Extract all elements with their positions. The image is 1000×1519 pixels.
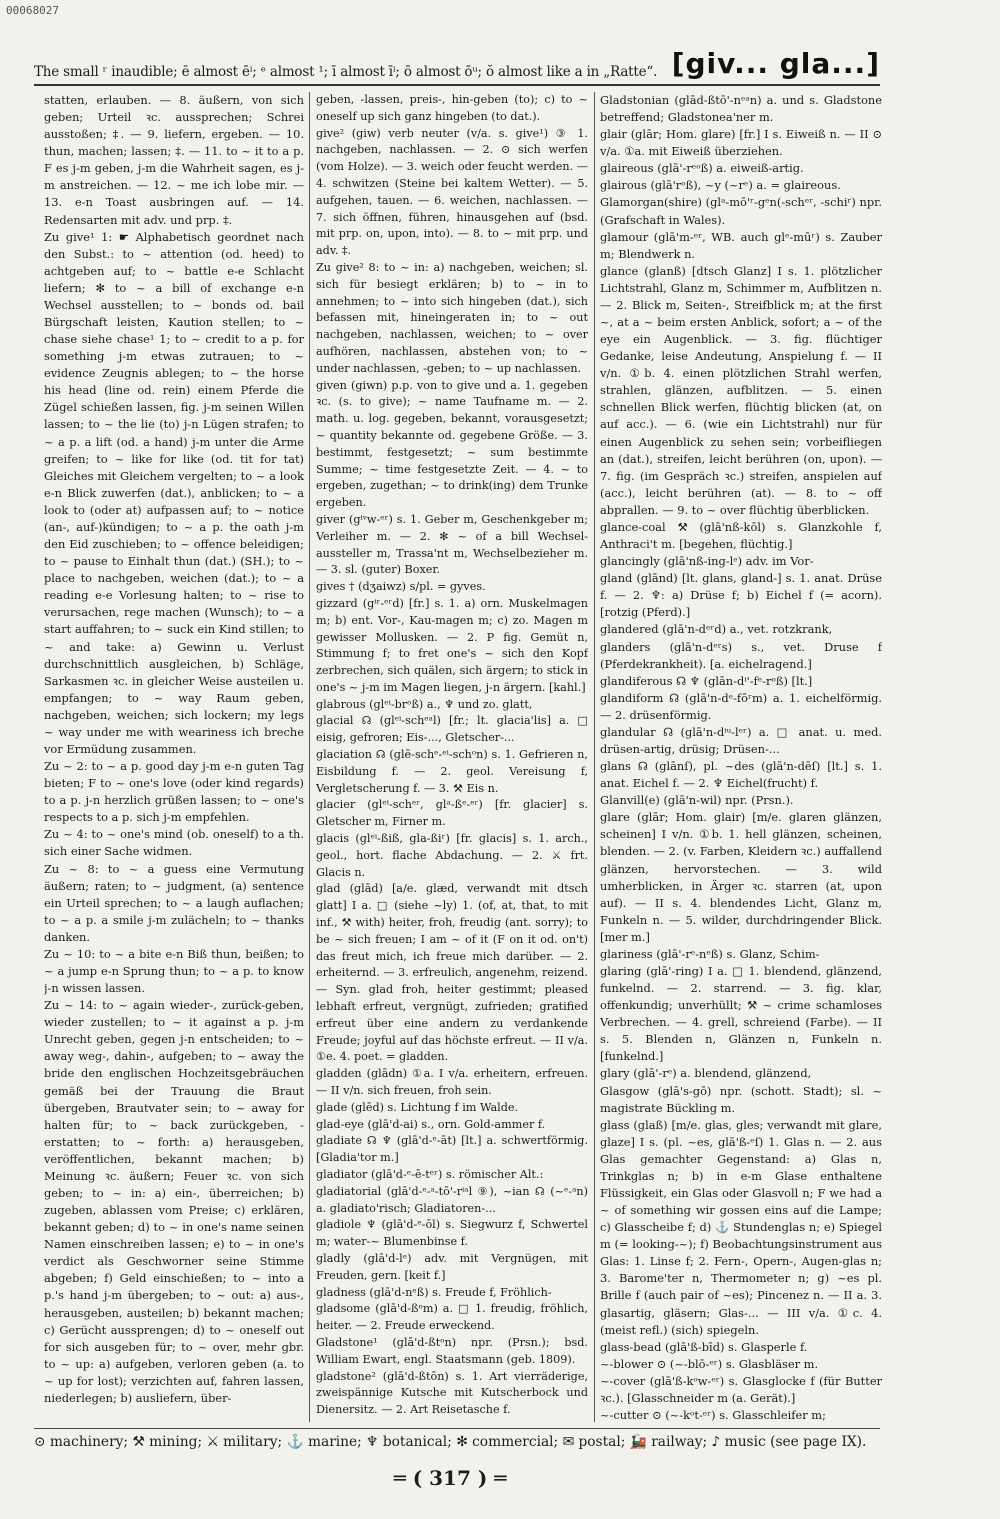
dictionary-entry: gladiole ♆ (glā'd-ᵉ-ōl) s. Siegwurz f, Schwertel m; water-~ Blumenbinse f. [316,1218,588,1249]
page-header [34,40,880,80]
dictionary-entry: Zu ~ 2: to ~ a p. good day j-m e-n guten Tag bieten; F to ~ one's love (oder kind regards) to a p. j-n herzlich grüßen lassen; to ~ one's respects to a p. sich j-m empfehlen. [44,759,304,825]
dictionary-entry: glariness (glā'-rᵉ-nᵉß) s. Glanz, Schim- [600,946,820,961]
dictionary-entry: glacial ☊ (glᵉⁱ-schᵉᵃl) [fr.; lt. glacia'lis] a. □ eisig, gefroren; Eis-..., Gletscher-... [316,714,588,745]
dictionary-entry: ~-cutter ⊙ (~-kᵒt-ᵉʳ) s. Glasschleifer m; [600,1408,826,1423]
pronunciation-key: The small ʳ inaudible; ē almost ēⁱ; ᵉ almost ¹; ī almost īⁱ; ō almost ōᵘ; ŏ almost like a in „Ratte“. [34,64,658,80]
dictionary-entry: glair (glār; Hom. glare) [fr.] I s. Eiweiß n. — II ⊙ v/a. ①a. mit Eiweiß überziehen. [600,127,882,159]
dictionary-entry: Gladstone¹ (glā'd-ßtᵒn) npr. (Prsn.); bsd. William Ewart, engl. Staatsmann (geb. 1809). [316,1335,588,1366]
dictionary-entry: glass (glaß) [m/e. glas, gles; verwandt mit glare, glaze] I s. (pl. ~es, glā'ß-ᵉſ) 1. Glas n. — 2. aus Glas gemachter Gegenstand: a) Glas n, Trinkglas n; b) in e-m Glase enthaltene Flüssigkeit, ein Glas oder Glasvoll n; F we had a ~ of something wir gossen eins auf die Lampe; c) Glasscheibe f; d) ⚓ Stundenglas n; e) Spiegel m (= looking-~); f) Beobachtungsinstrument aus Glas: 1. Linse f; 2. Fern-, Opern-, Augen-glas n; 3. Barome'ter n, Thermometer n; g) ~es pl. Brille f (auch pair of ~es); Pincenez n. — II a. 3. glasartig, gläsern; Glas-... — III v/a. ①c. 4. (meist refl.) (sich) spiegeln. [600,1117,882,1337]
dictionary-entry: glandular ☊ (glā'n-dⁱᵘ-lᵉʳ) a. □ anat. u. med. drüsen-artig, drüsig; Drüsen-... [600,724,882,756]
dictionary-entry: Zu ~ 10: to ~ a bite e-n Biß thun, beißen; to ~ a jump e-n Sprung thun; to ~ a p. to know j-n wissen lassen. [44,946,304,996]
guide-words: [giv... gla...] [671,47,880,80]
dictionary-entry: glanders (glā'n-dᵉʳs) s., vet. Druse f (Pferdekrankheit). [a. eichelragend.] [600,639,882,671]
dictionary-entry: gladness (glā'd-nᵉß) s. Freude f, Fröhlich- [316,1285,552,1299]
dictionary-entry: glacier (glᵉⁱ-schᵉʳ, glᵃ-ßᵉ-ᵉʳ) [fr. glacier] s. Gletscher m, Firner m. [316,798,588,829]
dictionary-entry: gladsome (glā'd-ßᵒm) a. □ 1. freudig, fröhlich, heiter. — 2. Freude erweckend. [316,1302,588,1333]
dictionary-entry: gladiatorial (glā'd-ᵉ-ᵃ-tō'-rⁱᵃl ⑨), ~ian ☊ (~ᵉ-ᵃn) a. gladiato'risch; Gladiatoren-... [316,1184,588,1215]
dictionary-entry: Zu give¹ 1: ☛ Alphabetisch geordnet nach den Subst.: to ~ attention (od. heed) to achtgeben auf; to ~ battle e-e Schlacht liefern; ✻ to ~ a bill of exchange e-n Wechsel ausstellen; to ~ bonds od. bail Bürgschaft leisten, Kaution stellen; to ~ chase siehe chase¹ 1; to ~ credit to a p. for something j-m etwas zutrauen; to ~ evidence Zeugnis ablegen; to ~ the horse his head (line od. rein) einem Pferde die Zügel schießen lassen, fig. j-m seinen Willen lassen; to ~ the lie (to) j-n Lügen strafen; to ~ a p. a lift (od. a hand) j-m unter die Arme greifen; to ~ like for like (od. tit for tat) Gleiches mit Gleichem vergelten; to ~ a look e-n Blick zuwerfen (dat.), anblicken; to ~ a look to (oder at) aufpassen auf; to ~ notice (an-, auf-)kündigen; to ~ a p. the oath j-m den Eid zuschieben; to ~ offence beleidigen; to ~ pause to Einhalt thun (dat.) (SH.); to ~ place to nachgeben, weichen (dat.); to ~ a reading e-e Vorlesung halten; to ~ rise to verursachen, rege machen (Wunsch); to ~ a start auffahren; to ~ suck ein Kind stillen; to ~ and take: a) Gewinn u. Verlust durchschnittlich ausgleichen, b) Schläge, Sarkasmen ꝛc. in gleicher Weise austeilen u. empfangen; to ~ way Raum geben, nachgeben, weichen; sich lockern; my legs ~ way under me with weariness ich breche vor Ermüdung zusammen. [44,229,304,756]
dictionary-entry: glare (glār; Hom. glair) [m/e. glaren glänzen, scheinen] I v/n. ①b. 1. hell glänzen, scheinen, blenden. — 2. (v. Farben, Kleidern ꝛc.) auffallend glänzen, hervorstechen. — 3. wild umherblicken, in Ärger ꝛc. starren (at, upon auf). — II s. 4. blendendes Licht, Glanz m, Funkeln n. — 5. wilder, durchdringender Blick. [mer m.] [600,810,882,944]
dictionary-entry: Glanvill(e) (glā'n-wil) npr. (Prsn.). [600,793,794,808]
dictionary-entry: gladden (glādn) ①a. I v/a. erheitern, erfreuen. — II v/n. sich freuen, froh sein. [316,1067,588,1098]
dictionary-entry: glaring (glā'-ring) I a. □ 1. blendend, glänzend, funkelnd. — 2. starrend. — 3. fig. klar, offenkundig; unverhüllt; ⚒ ~ crime schamloses Verbrechen. — 4. grell, schreiend (Farbe). — II s. 5. Blenden n, Glänzen n, Funkeln n. [funkelnd.] [600,963,882,1064]
dictionary-entry: glabrous (glᵉⁱ-brᵒß) a., ♆ und zo. glatt, [316,697,533,711]
footer-rule [34,1428,880,1429]
header-rule [34,84,880,86]
dictionary-entry: Glasgow (glā's-gō) npr. (schott. Stadt); sl. ~ magistrate Bückling m. [600,1083,882,1115]
dictionary-entry: Zu give² 8: to ~ in: a) nachgeben, weichen; sl. sich für besiegt erklären; b) to ~ in to annehmen; to ~ into sich hingeben (dat.), sich befassen mit, hineingeraten in; to ~ out nachgeben, nachlassen, weichen; to ~ over aufhören, nachlassen, abstehen von; to ~ under nachlassen, -geben; to ~ up nachlassen. [316,260,588,375]
dictionary-entry: glamour (glā'm-ᵉʳ, WB. auch glᵉ-mūʳ) s. Zauber m; Blendwerk n. [600,229,882,261]
dictionary-entry: give² (giw) verb neuter (v/a. s. give¹) ③ 1. nachgeben, nachlassen. — 2. ⊙ sich werfen (vom Holze). — 3. weich oder feucht werden. — 4. schwitzen (Steine bei kaltem Wetter). — 5. aufgehen, tauen. — 6. weichen, nachlassen. — 7. sich öffnen, führen, hinausgehen auf (bsd. mit prp. on, upon, into). — 8. to ~ mit prp. und adv. ‡. [316,126,588,258]
dictionary-entry: given (giwn) p.p. von to give und a. 1. gegeben ꝛc. (s. to give); ~ name Taufname m. — 2. math. u. log. gegeben, bekannt, vorausgesetzt; ~ quantity bekannte od. gegebene Größe. — 3. bestimmt, festgesetzt; ~ sum bestimmte Summe; ~ time festgesetzte Zeit. — 4. ~ to ergeben, zugethan; ~ to drink(ing) dem Trunke ergeben. [316,378,588,510]
dictionary-entry: gladly (glā'd-lᵉ) adv. mit Vergnügen, mit Freuden, gern. [keit f.] [316,1251,588,1282]
dictionary-entry: gladstone² (glā'd-ßtōn) s. 1. Art vierräderige, zweispännige Kutsche mit Kutscherbock und Dienersitz. — 2. Art Reisetasche f. [316,1369,588,1417]
dictionary-entry: Gladstonian (glād-ßtō'-nᵉᵃn) a. und s. Gladstone betreffend; Gladstonea'ner m. [600,93,882,125]
column-3 [600,92,882,1432]
dictionary-entry: gizzard (gⁱʳ-ᵉʳd) [fr.] s. 1. a) orn. Muskelmagen m; b) ent. Vor-, Kau-magen m; c) zo. Magen m gewisser Mollusken. — 2. P fig. Gemüt n, Stimmung f; to fret one's ~ sich den Kopf zerbrechen, sich quälen, sich ärgern; to stick in one's ~ j-m im Magen liegen, j-n ärgern. [kahl.] [316,596,588,694]
dictionary-entry: gives † (dʒaiwz) s/pl. = gyves. [316,580,486,594]
dictionary-entry: glance-coal ⚒ (glā'nß-kōl) s. Glanzkohle f, Anthraci't m. [begehen, flüchtig.] [600,519,882,552]
dictionary-entry: gland (glānd) [lt. glans, gland-] s. 1. anat. Drüse f. — 2. ♆: a) Drüse f; b) Eichel f (= acorn). [rotzig (Pferd).] [600,571,882,620]
dictionary-entry: Zu ~ 4: to ~ one's mind (ob. oneself) to a th. sich einer Sache widmen. [44,827,304,859]
dictionary-entry: glary (glā'-rᵉ) a. blendend, glänzend, [600,1066,812,1081]
dictionary-entry: glad-eye (glā'd-ai) s., orn. Gold-ammer f. [316,1117,546,1131]
symbol-legend: ⊙ machinery; ⚒ mining; ⚔ military; ⚓ marine; ♆ botanical; ✻ commercial; ✉ postal; 🚂 railway; ♪ music (see page IX). [34,1434,867,1450]
dictionary-entry: glairous (glā'rᵒß), ~y (~rᵉ) a. = glaireous. [600,178,841,193]
dictionary-entry: statten, erlauben. — 8. äußern, von sich geben; Urteil ꝛc. aussprechen; Schrei ausstoßen; ‡. — 9. liefern, ergeben. — 10. thun, machen; lassen; ‡. — 11. to ~ it to a p. F es j-m geben, j-m die Wahrheit sagen, es j-m anstreichen. — 12. ~ me ich lobe mir. — 13. e-n Toast ausbringen auf. — 14. Redensarten mit adv. und prp. ‡. [44,93,304,227]
page-id: 00068027 [6,4,59,17]
dictionary-entry: gladiate ☊ ♆ (glā'd-ᵉ-āt) [lt.] a. schwertförmig. [Gladia'tor m.] [316,1134,588,1165]
dictionary-entry: glass-bead (glā'ß-bīd) s. Glasperle f. [600,1339,808,1354]
dictionary-entry: glandiferous ☊ ♆ (glān-dⁱ'-fᵉ-rᵒß) [lt.] [600,673,813,688]
column-divider [594,92,595,1422]
dictionary-entry: glade (glēd) s. Lichtung f im Walde. [316,1100,519,1114]
dictionary-entry: glance (glanß) [dtsch Glanz] I s. 1. plötzlicher Lichtstrahl, Glanz m, Schimmer m, Aufblitzen n. — 2. Blick m, Seiten-, Streifblick m; at the first ~, at a ~ beim ersten Anblick, sofort; a ~ of the eye ein Augenblick. — 3. fig. flüchtiger Gedanke, leise Andeutung, Anspielung f. — II v/n. ①b. 4. einen plötzlichen Strahl werfen, strahlen, glänzen, aufblitzen. — 5. einen schnellen Blick werfen, flüchtig blicken (at, on auf acc.). — 6. (wie ein Lichtstrahl) nur für einen Augenblick zu sehen sein; vorbeifliegen an (dat.), streifen, leicht berühren (on, upon). — 7. fig. (im Gespräch ꝛc.) streifen, anspielen auf (acc.), leicht berühren (at). — 8. to ~ off abprallen. — 9. to ~ over flüchtig überblicken. [600,263,882,517]
dictionary-entry: glans ☊ (glānſ), pl. ~des (glā'n-dēſ) [lt.] s. 1. anat. Eichel f. — 2. ♆ Eichel(frucht) f. [600,759,882,791]
page-number: ═ ( 317 ) ═ [393,1466,507,1490]
dictionary-entry: ~-blower ⊙ (~-blō-ᵉʳ) s. Glasbläser m. [600,1356,819,1371]
dictionary-entry: glandered (glā'n-dᵉʳd) a., vet. rotzkrank, [600,622,833,637]
dictionary-entry: glaciation ☊ (glē-schᵉ-ᵉⁱ-schᵒn) s. 1. Gefrieren n, Eisbildung f. — 2. geol. Vereisung f, Vergletscherung f. — 3. ⚒ Eis n. [316,748,588,795]
column-1 [44,92,304,1432]
dictionary-entry: glandiform ☊ (glā'n-dᵉ-fōʳm) a. 1. eichelförmig. — 2. drüsenförmig. [600,690,882,722]
dictionary-entry: glacis (glᵉⁱ-ßiß, gla-ßiʳ) [fr. glacis] s. 1. arch., geol., hort. flache Abdachung. — 2. ⚔ frt. Glacis n. [316,832,588,879]
column-2 [316,92,588,1432]
dictionary-entry: Zu ~ 8: to ~ a guess eine Vermutung äußern; raten; to ~ judgment, (a) sentence ein Urteil sprechen; to ~ a laugh auflachen; to ~ a p. a smile j-m zulächeln; to ~ thanks danken. [44,861,304,944]
dictionary-entry: glaireous (glā'-rᵉᵒß) a. eiweiß-artig. [600,161,804,176]
dictionary-entry: glancingly (glā'nß-ing-lᵉ) adv. im Vor- [600,554,814,569]
dictionary-entry: geben, -lassen, preis-, hin-geben (to); c) to ~ oneself up sich ganz hingeben (to dat.). [316,93,588,123]
dictionary-entry: ~-cover (glā'ß-kᵒw-ᵉʳ) s. Glasglocke f (für Butter ꝛc.). [Glasschneider m (a. Gerät).] [600,1373,882,1405]
dictionary-entry: Zu ~ 14: to ~ again wieder-, zurück-geben, wieder zustellen; to ~ it against a p. j-m Unrecht geben, gegen j-n entscheiden; to ~ away weg-, dahin-, aufgeben; to ~ away the bride den englischen Hochzeitsgebräuchen gemäß bei der Trauung die Braut übergeben, Brautvater sein; to ~ away for halten für; to ~ back zurückgeben, -erstatten; to ~ forth: a) herausgeben, veröffentlichen, bekannt machen; b) Meinung ꝛc. äußern; Feuer ꝛc. von sich geben; to ~ in: a) ein-, überreichen; b) zugeben, ablassen vom Preise; c) erklären, bekannt geben; d) to ~ in one's name seinen Namen einschreiben lassen; e) to ~ in one's verdict als Geschworner seine Stimme abgeben; f) Geld einschießen; to ~ into a p.'s hand j-m übergeben; to ~ out: a) aus-, herausgeben, austeilen; b) bekannt machen; c) Gerücht aussprengen; d) to ~ oneself out for sich ausgeben für; to ~ over, mehr gbr. to ~ up: a) aufgeben, verloren geben (a. to ~ up for lost); verzichten auf, fahren lassen, niederlegen; b) ausliefern, über- [44,998,304,1405]
dictionary-entry: giver (gⁱᵛw-ᵉʳ) s. 1. Geber m, Geschenkgeber m; Verleiher m. — 2. ✻ ~ of a bill Wechsel-aussteller m, Trassa'nt m, Wechselbezieher m. — 3. sl. (guter) Boxer. [316,512,588,577]
dictionary-entry: Glamorgan(shire) (glᵃ-mō'ʳ-gᵉn(-schᵉʳ, -schiʳ) npr. (Grafschaft in Wales). [600,195,882,227]
dictionary-entry: glad (glād) [a/e. glæd, verwandt mit dtsch glatt] I a. □ (siehe ~ly) 1. (of, at, that, to mit inf., ⚒ with) heiter, froh, freudig (ant. sorry); to be ~ sich freuen; I am ~ of it (F on it od. on't) das freut mich, ich freue mich darüber. — 2. erheiternd. — 3. erfreulich, angenehm, reizend. — Syn. glad froh, heiter gestimmt; pleased lebhaft erfreut, vergnügt, zufrieden; gratified erfreut über eine andern zu verdankende Freude; joyful auf das höchste erfreut. — II v/a. ①e. 4. poet. = gladden. [316,882,588,1064]
column-divider [309,92,310,1422]
dictionary-entry: gladiator (glā'd-ᵉ-ē-tᵉʳ) s. römischer Alt.: [316,1168,544,1181]
